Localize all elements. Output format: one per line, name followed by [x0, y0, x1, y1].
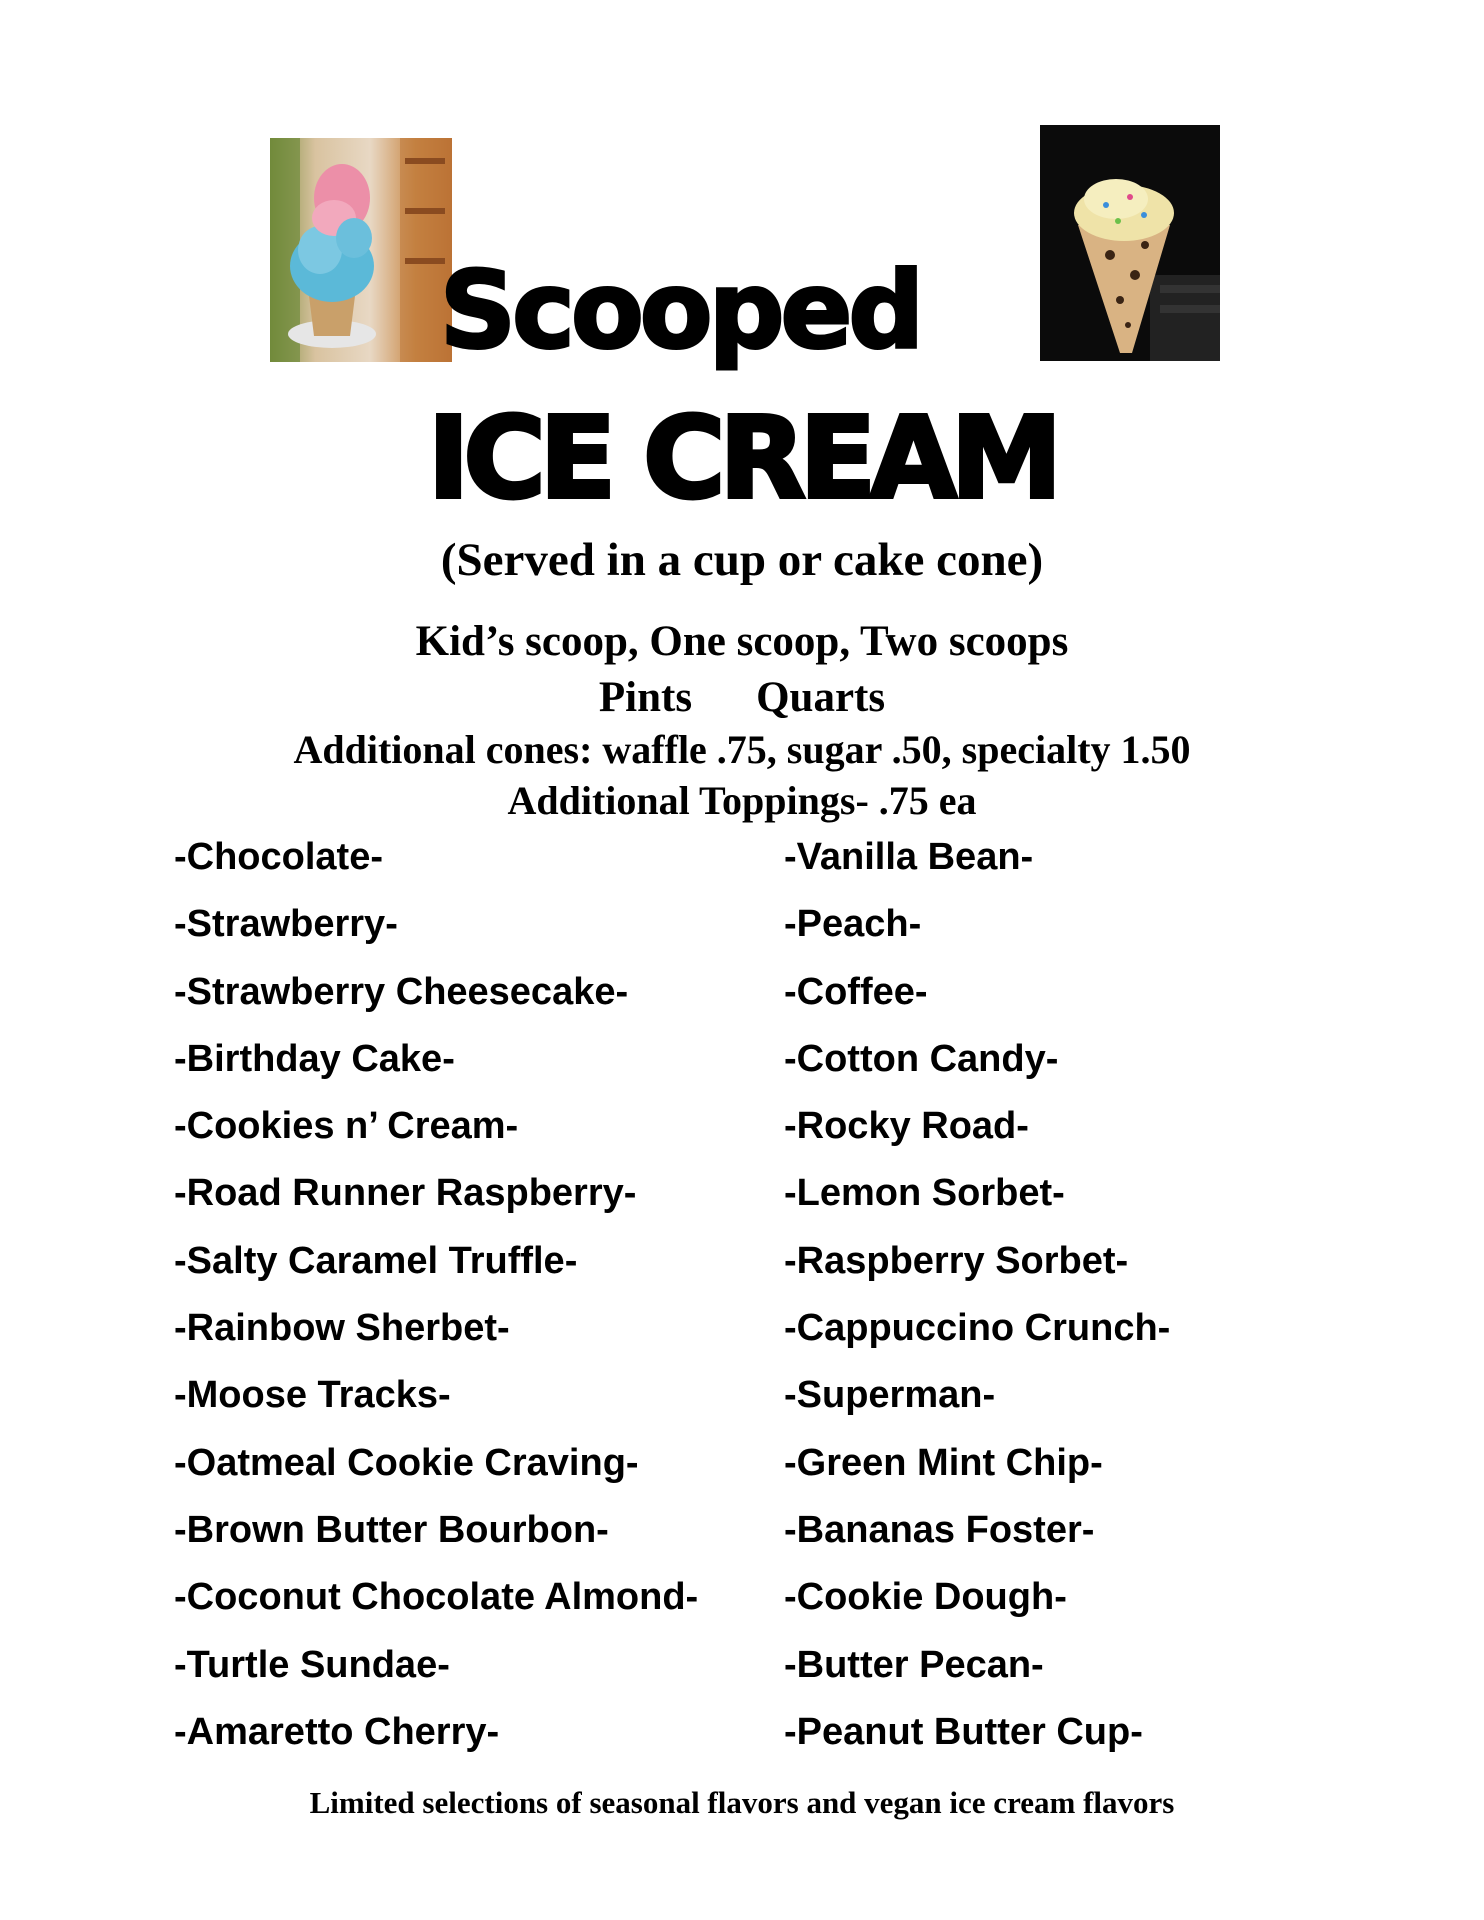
flavor-list-left	[174, 838, 698, 1780]
flavor-item: -Cookies n’ Cream-	[174, 1105, 519, 1148]
flavor-item: -Brown Butter Bourbon-	[174, 1508, 609, 1551]
flavor-item: -Cotton Candy-	[784, 1037, 1059, 1080]
flavor-item: -Coconut Chocolate Almond-	[174, 1576, 699, 1619]
flavor-item: -Butter Pecan-	[784, 1643, 1044, 1686]
footer-note: Limited selections of seasonal flavors and vegan ice cream flavors	[309, 1785, 1175, 1820]
flavor-item: -Superman-	[784, 1374, 996, 1417]
flavor-item: -Chocolate-	[174, 836, 383, 878]
container-sizes	[0, 676, 1484, 719]
flavor-item: -Peanut Butter Cup-	[784, 1710, 1143, 1753]
flavor-item: -Cookie Dough-	[784, 1576, 1067, 1619]
flavor-item: -Bananas Foster-	[784, 1508, 1095, 1551]
quarts-label: Quarts	[756, 674, 886, 721]
flavor-item: -Strawberry Cheesecake-	[174, 970, 629, 1013]
flavor-item: -Moose Tracks-	[174, 1374, 451, 1417]
flavor-item: -Lemon Sorbet-	[784, 1172, 1065, 1215]
flavor-list-right	[784, 838, 1170, 1780]
flavor-item: -Strawberry-	[174, 903, 398, 946]
flavor-item: -Coffee-	[784, 970, 928, 1013]
flavor-item: -Road Runner Raspberry-	[174, 1172, 637, 1215]
serving-subtitle: (Served in a cup or cake cone)	[440, 534, 1044, 586]
flavor-item: -Rocky Road-	[784, 1105, 1029, 1148]
flavor-item: -Green Mint Chip-	[784, 1441, 1103, 1484]
flavor-item: -Turtle Sundae-	[174, 1643, 450, 1686]
title-scooped: Scooped	[439, 249, 921, 372]
title-ice-cream: ICE CREAM	[427, 394, 1057, 524]
flavor-item: -Salty Caramel Truffle-	[174, 1239, 578, 1282]
additional-cones: Additional cones: waffle .75, sugar .50, specialty 1.50	[293, 727, 1191, 772]
flavor-item: -Raspberry Sorbet-	[784, 1239, 1129, 1282]
flavor-item: -Birthday Cake-	[174, 1037, 455, 1080]
cookie-cone-image	[1040, 125, 1220, 361]
additional-toppings: Additional Toppings- .75 ea	[507, 778, 977, 823]
scoop-sizes: Kid’s scoop, One scoop, Two scoops	[415, 618, 1069, 665]
flavor-item: -Peach-	[784, 903, 922, 946]
flavor-item: -Rainbow Sherbet-	[174, 1307, 510, 1350]
pints-label: Pints	[598, 674, 693, 721]
flavor-item: -Vanilla Bean-	[784, 836, 1034, 878]
flavor-item: -Cappuccino Crunch-	[784, 1307, 1171, 1350]
flavor-item: -Amaretto Cherry-	[174, 1710, 500, 1753]
flavor-item: -Oatmeal Cookie Craving-	[174, 1441, 639, 1484]
